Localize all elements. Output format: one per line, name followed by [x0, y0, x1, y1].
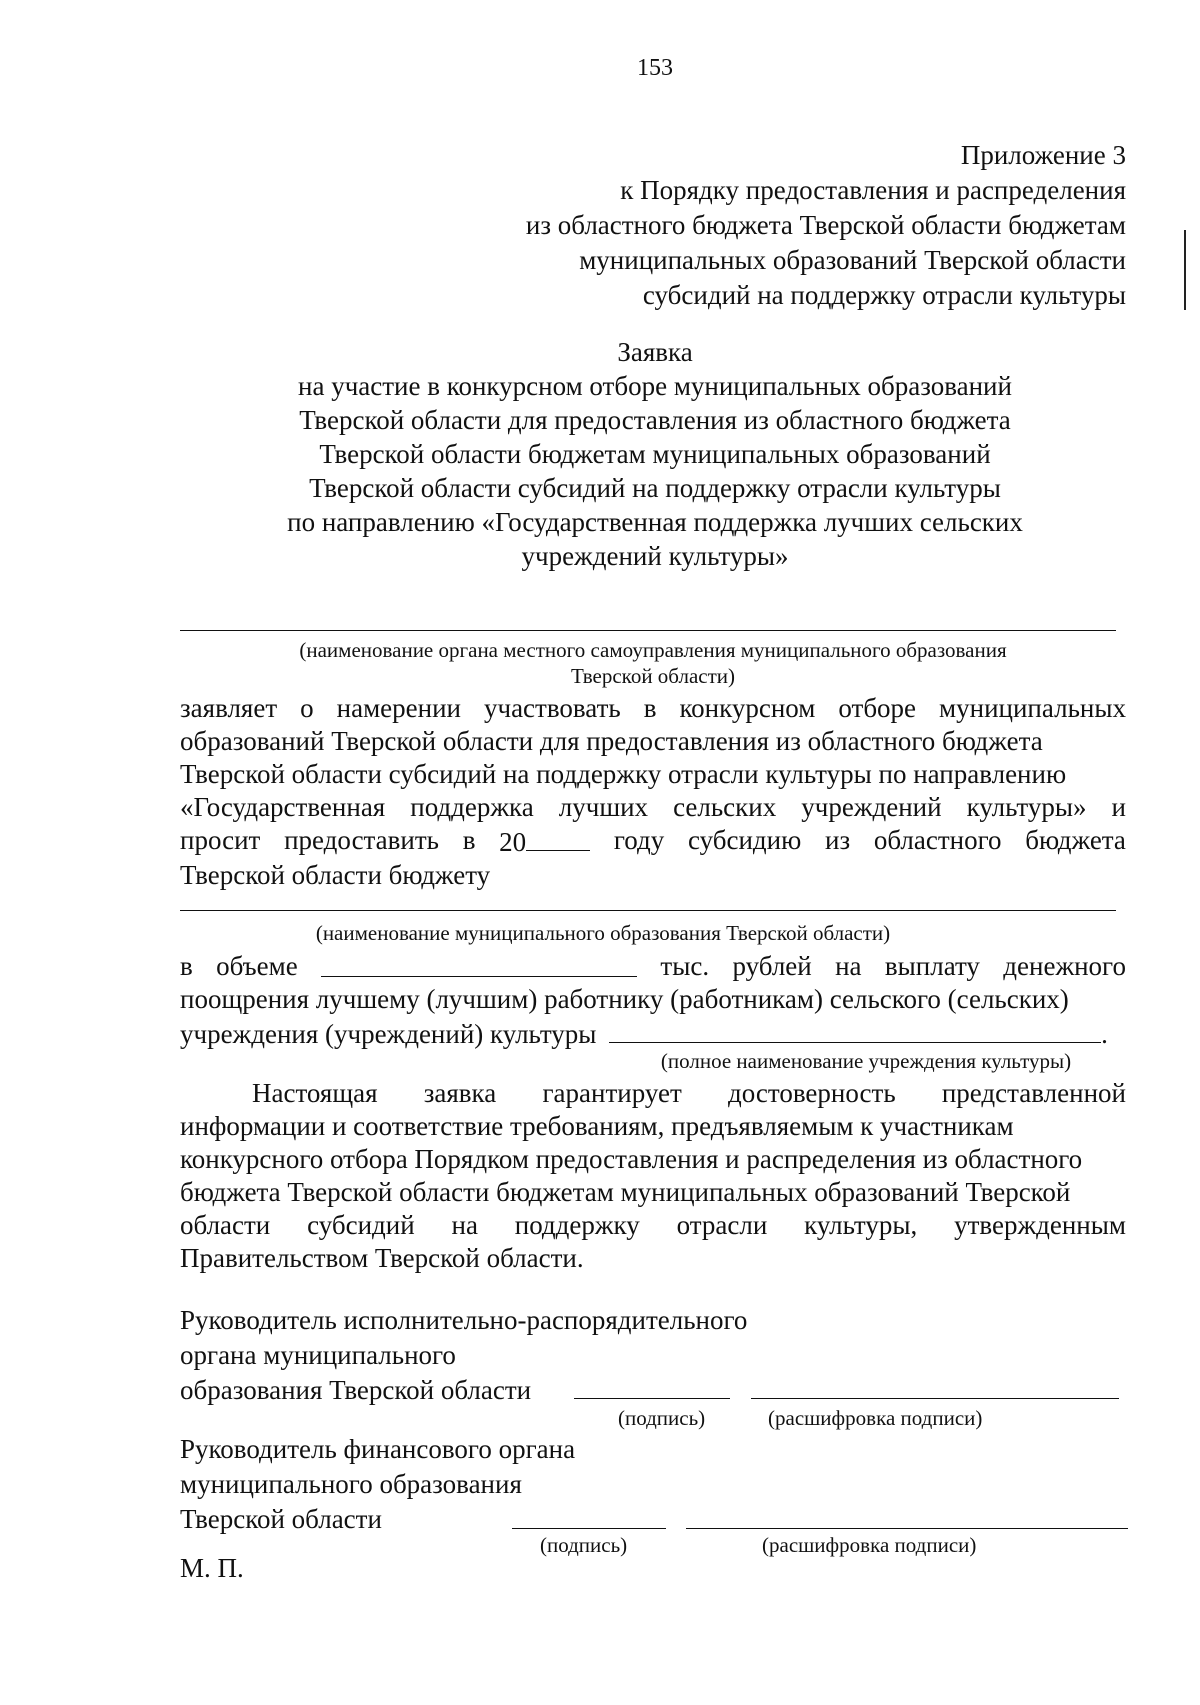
head-decoding-caption: (расшифровка подписи): [768, 1406, 983, 1430]
guarantee-line-1: [180, 1077, 1126, 1110]
finance-decoding-blank[interactable]: [686, 1528, 1128, 1529]
guarantee-line-5: [180, 1209, 1126, 1242]
word: лучших: [558, 792, 649, 822]
word: Настоящая: [252, 1078, 378, 1108]
guarantee-line-6: Правительством Тверской области.: [180, 1243, 584, 1273]
stamp-place: М. П.: [180, 1553, 244, 1583]
statement-line-6: Тверской области бюджету: [180, 860, 491, 890]
word: отрасли: [676, 1210, 768, 1240]
signatory-line: органа муниципального: [180, 1340, 456, 1370]
municipality-blank[interactable]: [180, 910, 1116, 911]
title-heading: Заявка: [617, 337, 693, 367]
word: поддержка: [410, 792, 534, 822]
local-authority-blank[interactable]: [180, 630, 1116, 631]
word: заявка: [423, 1078, 497, 1108]
word: участвовать: [483, 693, 621, 723]
title-line: по направлению «Государственная поддержка лучших сельских: [287, 507, 1023, 537]
appendix-line: из областного бюджета Тверской области бюджетам: [525, 210, 1126, 240]
word: выплату: [884, 951, 980, 981]
appendix-line: субсидий на поддержку отрасли культуры: [642, 280, 1126, 310]
year-field[interactable]: [499, 824, 590, 859]
statement-paragraph: [180, 692, 1126, 892]
word: областного: [873, 825, 1002, 855]
caption-line: (наименование органа местного самоуправления муниципального образования: [299, 638, 1007, 662]
word: области: [180, 1210, 271, 1240]
signatory-line: Руководитель исполнительно-распорядительного: [180, 1305, 748, 1335]
word: конкурсном: [679, 693, 816, 723]
amount-paragraph: [180, 950, 1126, 1051]
word: бюджета: [1025, 825, 1126, 855]
word: на: [835, 951, 862, 981]
word: о: [300, 693, 314, 723]
word: в: [462, 825, 476, 855]
municipality-caption: (наименование муниципального образования Тверской области): [315, 921, 891, 945]
word: «Государственная: [180, 792, 386, 822]
appendix-line: к Порядку предоставления и распределения: [620, 175, 1126, 205]
institution-label: учреждения (учреждений) культуры: [180, 1019, 597, 1049]
word: на: [451, 1210, 478, 1240]
appendix-line: муниципальных образований Тверской области: [579, 245, 1126, 275]
year-prefix: 20: [499, 827, 527, 857]
head-signature-blank[interactable]: [574, 1398, 730, 1399]
scan-edge-mark: [1184, 230, 1186, 310]
signatory-line: Руководитель финансового органа: [180, 1434, 576, 1464]
guarantee-line-3: конкурсного отбора Порядком предоставления и распределения из областного: [180, 1144, 1083, 1174]
statement-line-1: [180, 692, 1126, 725]
word: намерении: [336, 693, 461, 723]
word: поддержку: [514, 1210, 640, 1240]
word: в: [180, 951, 193, 981]
institution-blank[interactable]: [609, 1016, 1101, 1043]
statement-line-2: образований Тверской области для предоставления из областного бюджета: [180, 726, 1043, 756]
title-line: учреждений культуры»: [521, 541, 789, 571]
word: представленной: [941, 1078, 1126, 1108]
word: тыс.: [660, 951, 710, 981]
statement-line-4: [180, 791, 1126, 824]
guarantee-paragraph: [180, 1077, 1126, 1275]
year-blank[interactable]: [526, 824, 590, 851]
word: субсидию: [687, 825, 802, 855]
title-line: на участие в конкурсном отборе муниципальных образований: [298, 371, 1012, 401]
head-signature-caption: (подпись): [618, 1406, 706, 1430]
page-number: 153: [637, 55, 673, 81]
amount-line-1: [180, 950, 1126, 983]
finance-decoding-caption: (расшифровка подписи): [762, 1533, 977, 1557]
word: гарантирует: [542, 1078, 682, 1108]
period: .: [1101, 1019, 1108, 1049]
word: учреждений: [801, 792, 942, 822]
amount-blank[interactable]: [321, 950, 637, 977]
word: культуры»: [966, 792, 1087, 822]
word: году: [613, 825, 665, 855]
word: утвержденным: [954, 1210, 1126, 1240]
word: субсидий: [307, 1210, 415, 1240]
guarantee-line-2: информации и соответствие требованиям, предъявляемым к участникам: [180, 1111, 1014, 1141]
amount-line-2: поощрения лучшему (лучшим) работнику (работникам) сельского (сельских): [180, 984, 1069, 1014]
word: муниципальных: [939, 693, 1126, 723]
institution-caption: (полное наименование учреждения культуры): [660, 1049, 1072, 1073]
word: в: [643, 693, 657, 723]
statement-line-5: [180, 824, 1126, 859]
word: из: [825, 825, 851, 855]
word: рублей: [732, 951, 812, 981]
amount-line-3: [180, 1016, 1126, 1051]
guarantee-line-4: бюджета Тверской области бюджетам муниципальных образований Тверской: [180, 1177, 1071, 1207]
caption-line: Тверской области): [570, 664, 736, 688]
word: заявляет: [180, 693, 278, 723]
word: культуры,: [804, 1210, 918, 1240]
word: объеме: [216, 951, 298, 981]
title-line: Тверской области для предоставления из областного бюджета: [299, 405, 1011, 435]
application-title: [0, 335, 1200, 573]
head-decoding-blank[interactable]: [751, 1398, 1119, 1399]
word: достоверность: [728, 1078, 896, 1108]
title-line: Тверской области субсидий на поддержку отрасли культуры: [309, 473, 1001, 503]
word: сельских: [673, 792, 777, 822]
local-authority-caption: [180, 637, 1126, 689]
signatory-line: Тверской области: [180, 1504, 382, 1534]
finance-signature-blank[interactable]: [512, 1528, 666, 1529]
finance-signatory-title: [180, 1432, 575, 1537]
statement-line-3: Тверской области субсидий на поддержку отрасли культуры по направлению: [180, 759, 1067, 789]
appendix-line: Приложение 3: [960, 140, 1126, 170]
word: предоставить: [284, 825, 439, 855]
word: и: [1111, 792, 1126, 822]
word: просит: [180, 825, 261, 855]
signatory-line: образования Тверской области: [180, 1375, 532, 1405]
appendix-reference: [526, 138, 1126, 313]
finance-signature-caption: (подпись): [540, 1533, 628, 1557]
word: денежного: [1003, 951, 1126, 981]
word: отборе: [838, 693, 917, 723]
signatory-line: муниципального образования: [180, 1469, 522, 1499]
head-signatory-title: [180, 1303, 747, 1408]
title-line: Тверской области бюджетам муниципальных образований: [319, 439, 991, 469]
